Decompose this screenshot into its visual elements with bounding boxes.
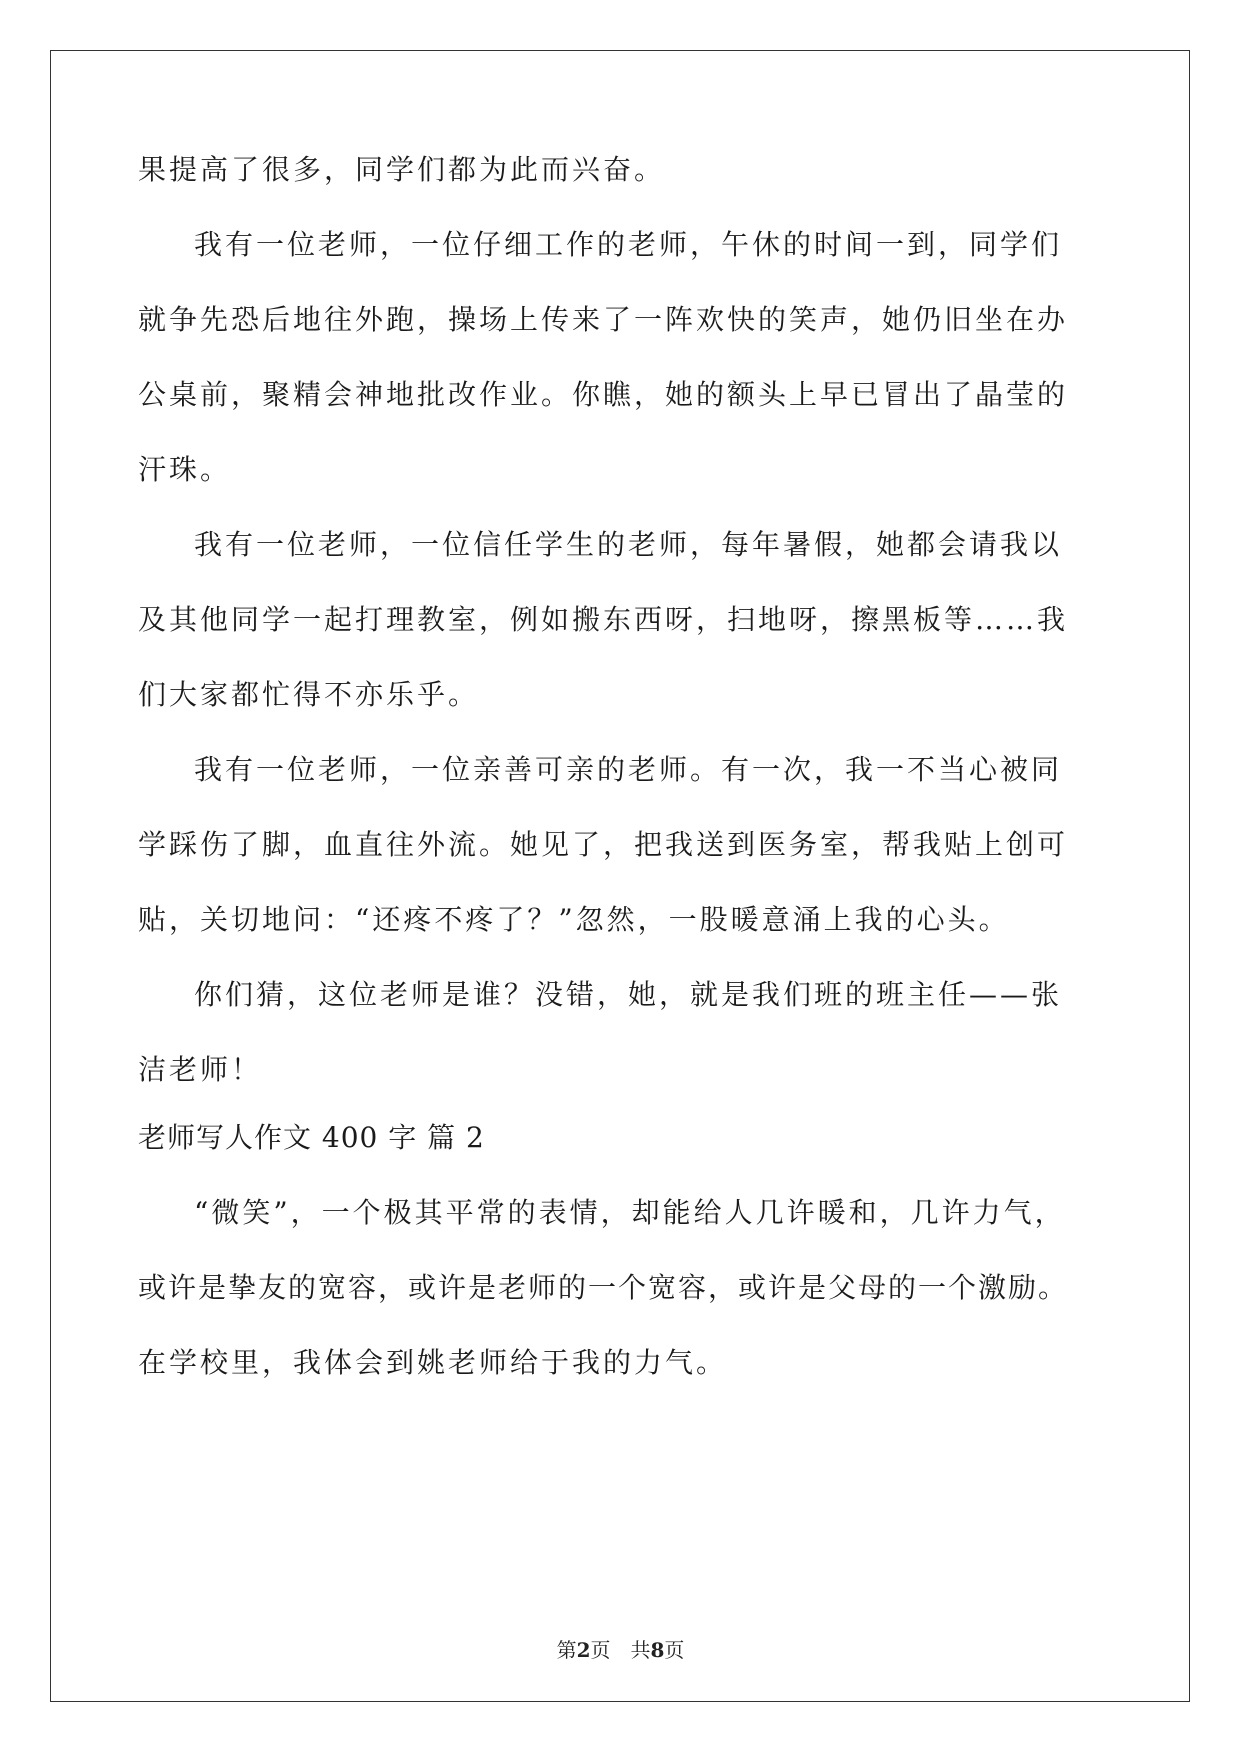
text-line: 公桌前，聚精会神地批改作业。你瞧，她的额头上早已冒出了晶莹的 bbox=[138, 378, 1069, 411]
text-line: 们大家都忙得不亦乐乎。 bbox=[138, 678, 480, 711]
total-page-number: 8 bbox=[650, 1638, 665, 1662]
paragraph-start-line: “微笑”，一个极其平常的表情，却能给人几许暖和，几许力气， bbox=[194, 1196, 1066, 1229]
current-page-number: 2 bbox=[576, 1638, 591, 1662]
paragraph-start-line: 你们猜，这位老师是谁？没错，她，就是我们班的班主任——张 bbox=[194, 978, 1063, 1011]
text-line: 果提高了很多，同学们都为此而兴奋。 bbox=[138, 153, 666, 186]
page-footer bbox=[0, 1634, 1241, 1663]
text-line: 及其他同学一起打理教室，例如搬东西呀，扫地呀，擦黑板等……我 bbox=[138, 603, 1069, 636]
text-line: 学踩伤了脚，血直往外流。她见了，把我送到医务室，帮我贴上创可 bbox=[138, 828, 1069, 861]
text-line: 就争先恐后地往外跑，操场上传来了一阵欢快的笑声，她仍旧坐在办 bbox=[138, 303, 1069, 336]
footer-suffix: 页 bbox=[664, 1638, 685, 1662]
paragraph-start-line: 我有一位老师，一位亲善可亲的老师。有一次，我一不当心被同 bbox=[194, 753, 1063, 786]
footer-prefix: 第 bbox=[556, 1638, 577, 1662]
text-line: 洁老师！ bbox=[138, 1053, 263, 1086]
page-border bbox=[50, 50, 1190, 1702]
footer-mid: 页 共 bbox=[590, 1638, 651, 1662]
section-heading: 老师写人作文 400 字 篇 2 bbox=[138, 1121, 485, 1154]
paragraph-start-line: 我有一位老师，一位仔细工作的老师，午休的时间一到，同学们 bbox=[194, 228, 1063, 261]
text-line: 或许是挚友的宽容，或许是老师的一个宽容，或许是父母的一个激励。 bbox=[138, 1271, 1069, 1304]
paragraph-start-line: 我有一位老师，一位信任学生的老师，每年暑假，她都会请我以 bbox=[194, 528, 1063, 561]
text-line: 在学校里，我体会到姚老师给于我的力气。 bbox=[138, 1346, 728, 1379]
text-line: 贴，关切地问：“还疼不疼了？”忽然，一股暖意涌上我的心头。 bbox=[138, 903, 1010, 936]
text-line: 汗珠。 bbox=[138, 453, 232, 486]
